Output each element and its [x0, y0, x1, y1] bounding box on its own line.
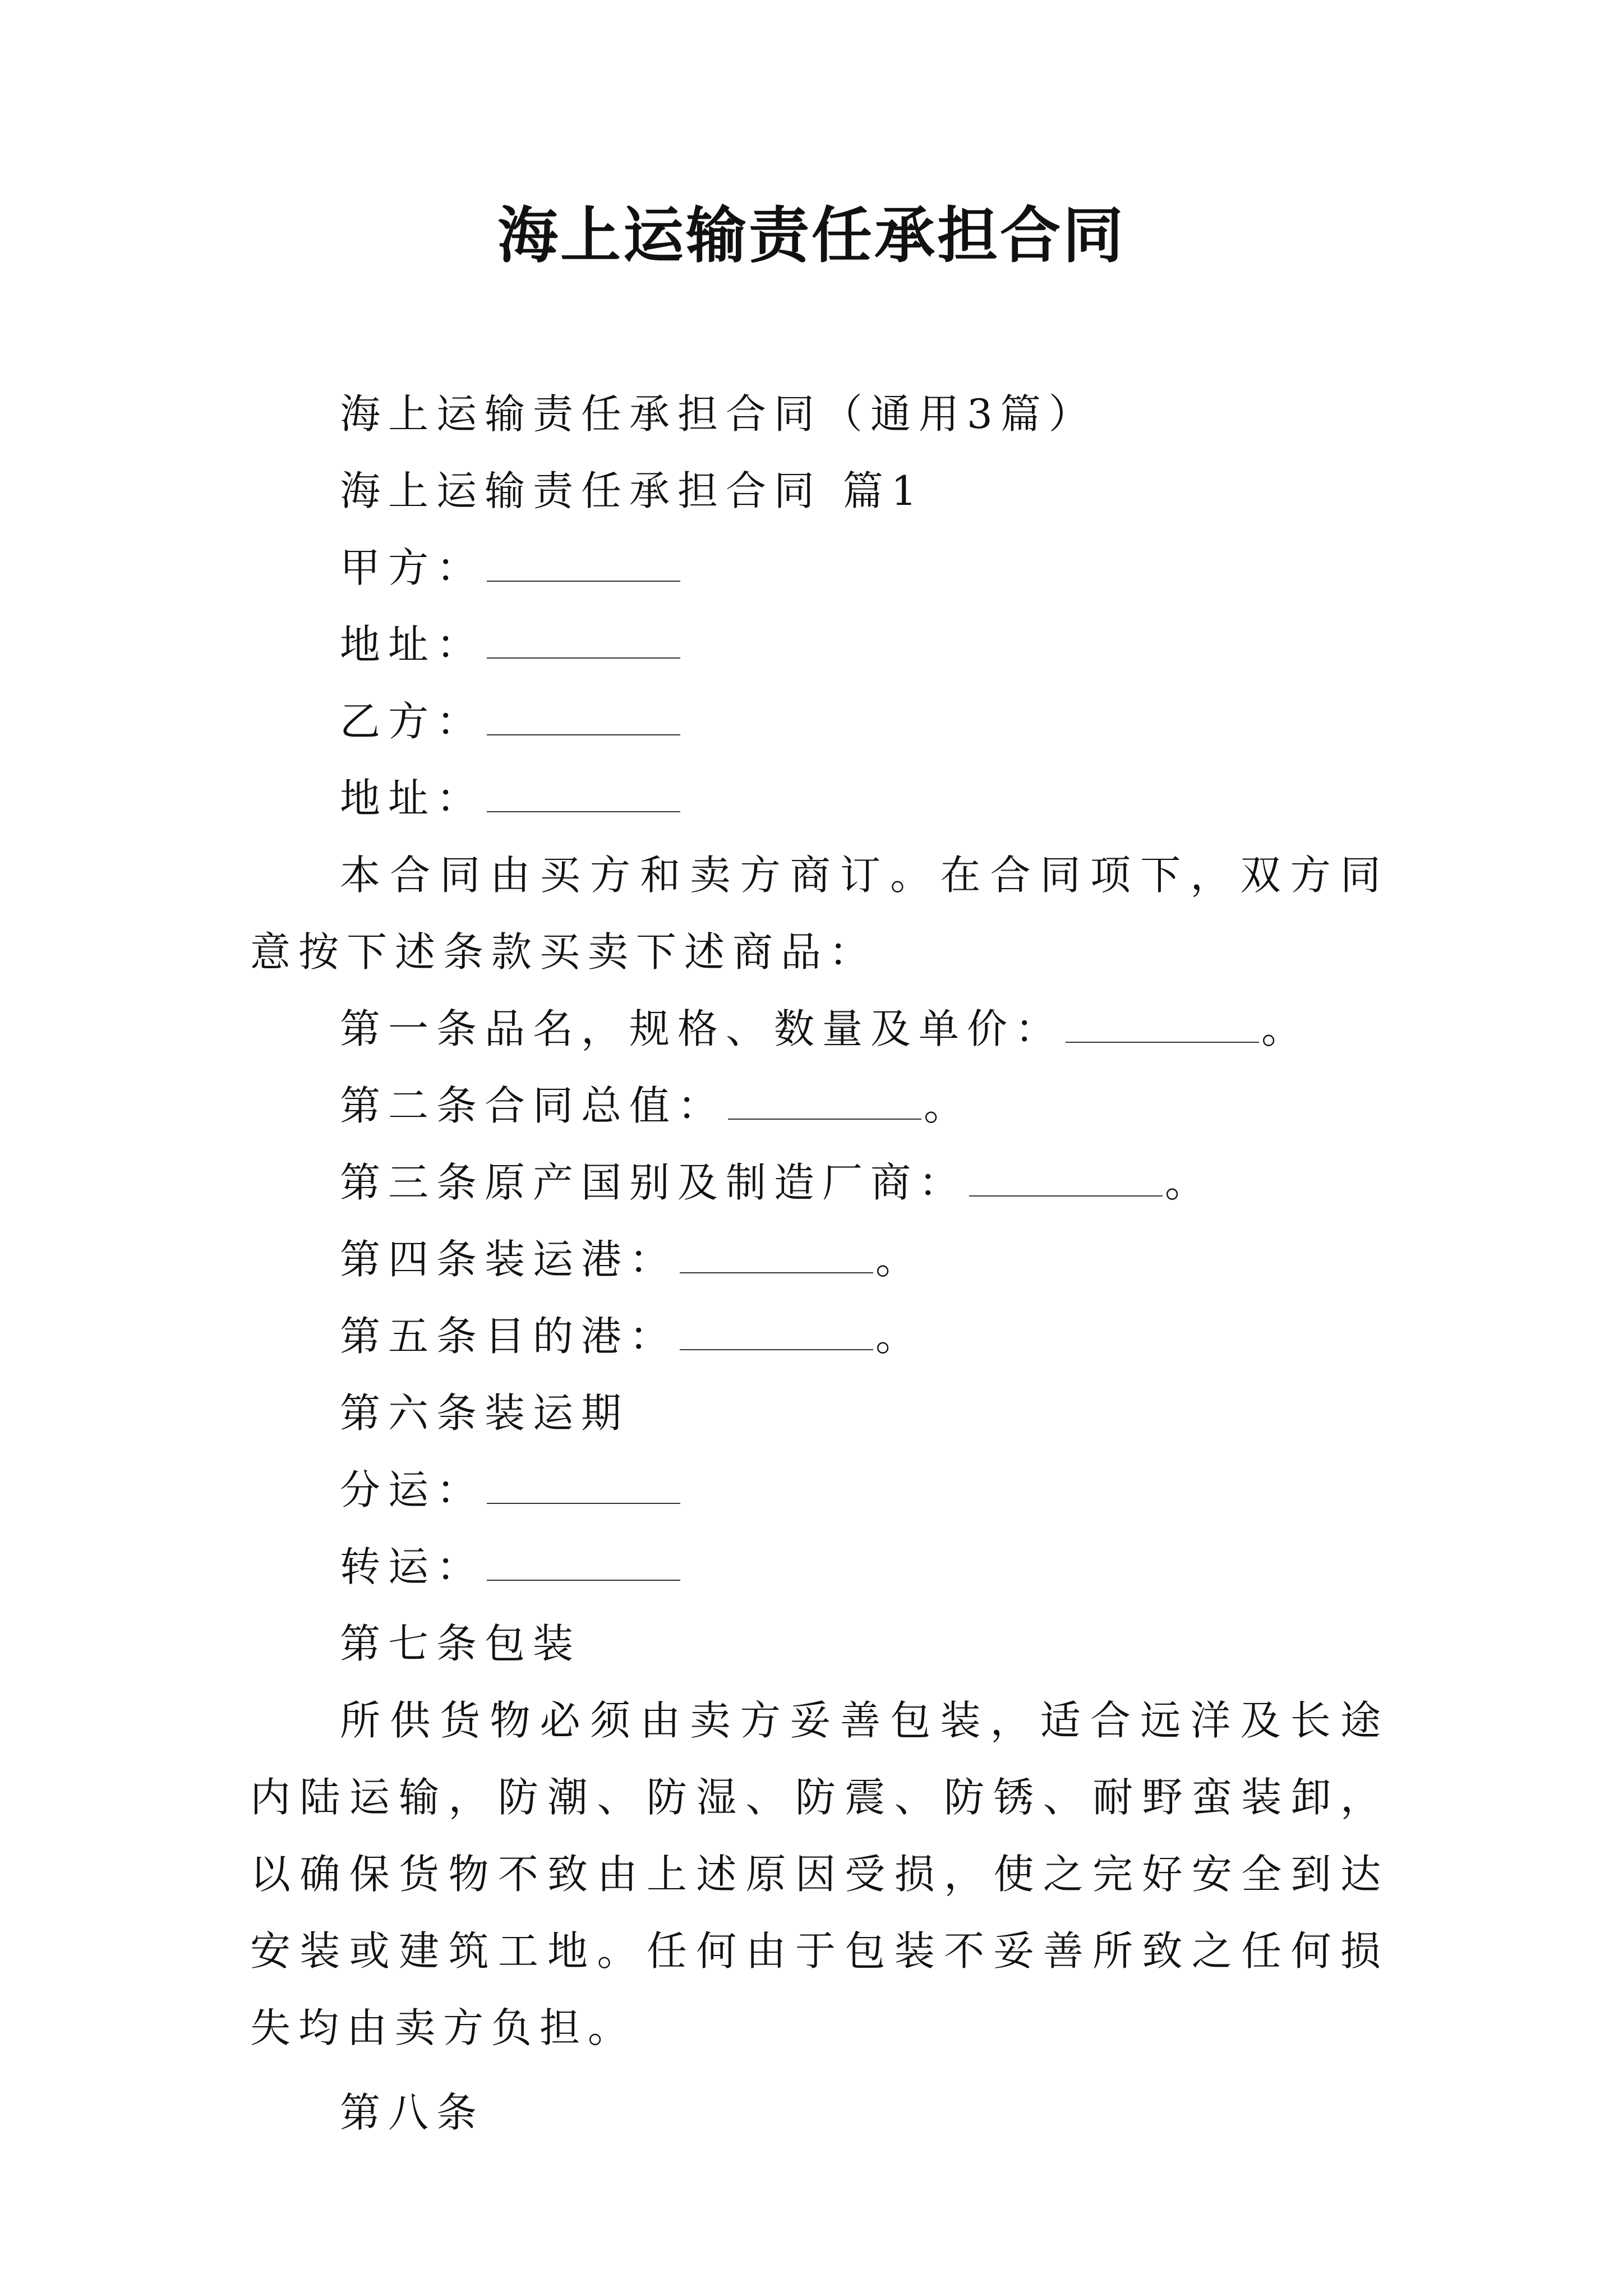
- field-transshipment: [250, 1529, 1389, 1605]
- paragraph-text: 海上运输责任承担合同 篇1: [340, 467, 925, 514]
- field-party-b: [250, 683, 1389, 760]
- paragraph-text: 海上运输责任承担合同（通用3篇）: [340, 390, 1097, 438]
- fill-in-blank: [487, 625, 680, 659]
- fill-in-blank: [487, 548, 680, 582]
- field-label: 第五条目的港：: [340, 1313, 678, 1360]
- field-label: 甲方：: [340, 544, 485, 591]
- field-label: 第四条装运港：: [340, 1236, 678, 1283]
- clause-2: [250, 1068, 1389, 1144]
- period-mark: 。: [875, 1236, 924, 1283]
- paragraph-text: 第六条装运期: [340, 1389, 630, 1437]
- period-mark: 。: [924, 1082, 972, 1129]
- fill-in-blank: [487, 1470, 680, 1504]
- field-address-b: [250, 760, 1389, 837]
- fill-in-blank: [969, 1163, 1163, 1197]
- paragraph-text: 第八条: [340, 2089, 485, 2136]
- field-label: 第二条合同总值：: [340, 1082, 726, 1129]
- clause-6: [250, 1375, 1389, 1452]
- fill-in-blank: [487, 779, 680, 812]
- paragraph-intro: 本合同由买方和卖方商订。在合同项下，双方同意按下述条款买卖下述商品：: [250, 852, 1389, 976]
- field-label: 分运：: [340, 1466, 485, 1513]
- paragraph-section-heading: [250, 453, 1389, 530]
- fill-in-blank: [1066, 1009, 1259, 1043]
- fill-in-blank: [728, 1086, 921, 1120]
- fill-in-blank: [487, 1547, 680, 1581]
- fill-in-blank: [680, 1317, 873, 1350]
- paragraph-subtitle: [250, 376, 1389, 453]
- field-label: 地址：: [340, 621, 485, 668]
- clause-3: [250, 1144, 1389, 1221]
- field-party-a: [250, 530, 1389, 606]
- fill-in-blank: [487, 702, 680, 735]
- paragraph-text: 第七条包装: [340, 1620, 582, 1667]
- period-mark: 。: [1165, 1159, 1214, 1206]
- paragraph-packing: 所供货物必须由卖方妥善包装，适合远洋及长途内陆运输，防潮、防湿、防震、防锈、耐野蛮装卸，以确保货物不致由上述原因受损，使之完好安全到达安装或建筑工地。任何由于包装不妥善所致之任何损失均由卖方负担。: [250, 1697, 1389, 2051]
- field-address-a: [250, 606, 1389, 683]
- clause-5: [250, 1298, 1389, 1375]
- field-label: 地址：: [340, 775, 485, 822]
- period-mark: 。: [1261, 1005, 1310, 1052]
- field-label: 第三条原产国别及制造厂商：: [340, 1159, 967, 1206]
- clause-7: [250, 1605, 1389, 1682]
- clause-8: [250, 2074, 1389, 2151]
- field-label: 转运：: [340, 1543, 485, 1590]
- clause-4: [250, 1221, 1389, 1298]
- document-title: 海上运输责任承担合同: [497, 200, 1126, 271]
- field-label: 乙方：: [340, 698, 485, 745]
- clause-1: [250, 991, 1389, 1068]
- period-mark: 。: [875, 1313, 924, 1360]
- field-label: 第一条品名，规格、数量及单价：: [340, 1005, 1064, 1052]
- fill-in-blank: [680, 1240, 873, 1273]
- field-partial-shipment: [250, 1452, 1389, 1529]
- document-body: [250, 376, 1389, 2151]
